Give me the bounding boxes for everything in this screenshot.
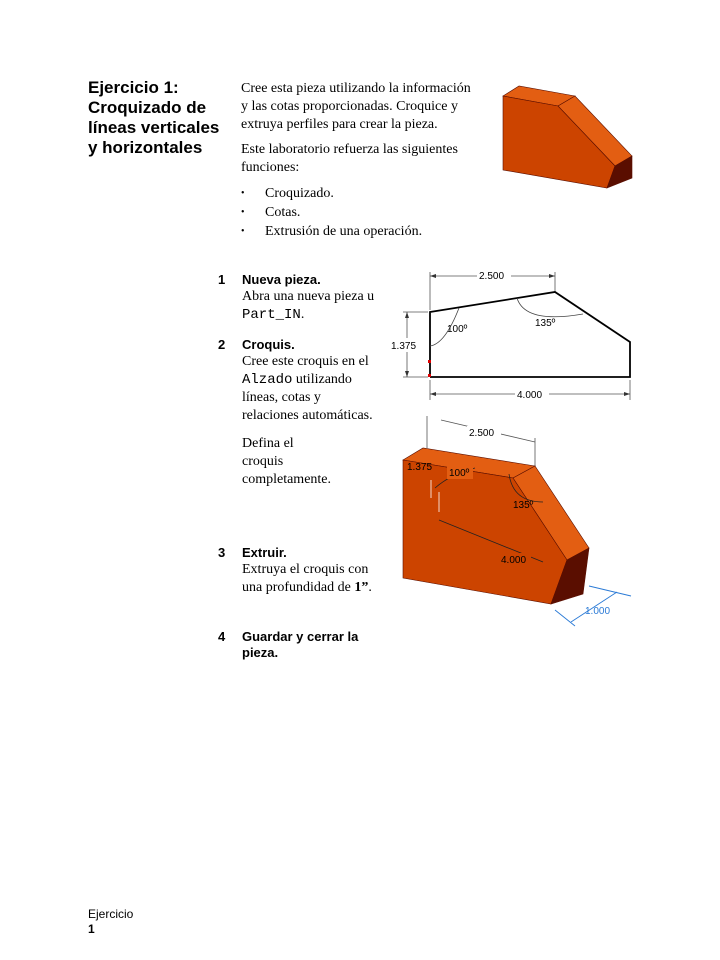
sketch-drawing xyxy=(385,262,640,410)
dim-left-label: 1.375 xyxy=(391,341,417,352)
step-text: Extruya el croquis con una profundidad de xyxy=(242,562,369,595)
step-1 xyxy=(218,272,398,332)
list-item: • Croquizado. xyxy=(241,184,481,203)
iso-dim-length-label: 4.000 xyxy=(501,555,527,566)
footer-number: 1 xyxy=(88,922,95,936)
step-heading: Croquis. xyxy=(242,337,295,352)
list-item: • Cotas. xyxy=(241,203,481,222)
intro-reinforce-paragraph: Este laboratorio refuerza las siguientes funciones: xyxy=(241,142,458,175)
step-body xyxy=(242,561,378,597)
list-item: • Extrusión de una operación. xyxy=(241,222,481,241)
step-heading: Guardar y cerrar la pieza. xyxy=(242,629,359,660)
exercise-title: Ejercicio 1: Croquizado de líneas verticales y horizontales xyxy=(88,78,220,157)
step-heading: Nueva pieza. xyxy=(242,272,321,287)
step-body xyxy=(242,353,378,425)
step-text: . xyxy=(300,307,305,322)
step-4 xyxy=(218,629,378,661)
step-number: 4 xyxy=(218,629,226,644)
template-name: Part_IN xyxy=(242,307,301,323)
iso-angle-left-label: 100º xyxy=(449,468,470,479)
angle-left-label: 100º xyxy=(447,324,468,335)
depth-value: 1” xyxy=(354,580,369,595)
iso-dim-top-label: 2.500 xyxy=(469,428,495,439)
step-number: 2 xyxy=(218,337,226,352)
plane-name: Alzado xyxy=(242,372,293,388)
step-number: 1 xyxy=(218,272,226,287)
iso-dim-left-label: 1.375 xyxy=(407,462,433,473)
isometric-part-drawing xyxy=(395,408,640,633)
dim-top-label: 2.500 xyxy=(479,271,505,282)
step-3 xyxy=(218,545,378,597)
dim-bottom-label: 4.000 xyxy=(517,390,543,401)
step-text: Cree este croquis en el xyxy=(242,354,369,369)
step-heading: Extruir. xyxy=(242,545,287,560)
step-body xyxy=(242,288,398,324)
intro-section xyxy=(241,80,481,241)
step-note: Defina el croquis completamente. xyxy=(242,436,332,487)
function-list xyxy=(241,184,481,241)
intro-paragraph: Cree esta pieza utilizando la información y las cotas proporcionadas. Croquice y extruya perfiles para crear la pieza. xyxy=(241,81,471,132)
angle-right-label: 135º xyxy=(535,318,556,329)
step-number: 3 xyxy=(218,545,226,560)
page-footer xyxy=(88,907,133,937)
footer-label: Ejercicio xyxy=(88,907,134,921)
iso-dim-depth-label: 1.000 xyxy=(585,606,611,617)
step-text: . xyxy=(368,580,372,595)
step-text: Abra una nueva pieza u xyxy=(242,289,375,304)
iso-angle-right-label: 135º xyxy=(513,500,534,511)
step-2 xyxy=(218,337,378,489)
step-text: utilizando líneas, cotas y relaciones automáticas. xyxy=(242,372,373,423)
part-preview-image xyxy=(495,80,640,195)
